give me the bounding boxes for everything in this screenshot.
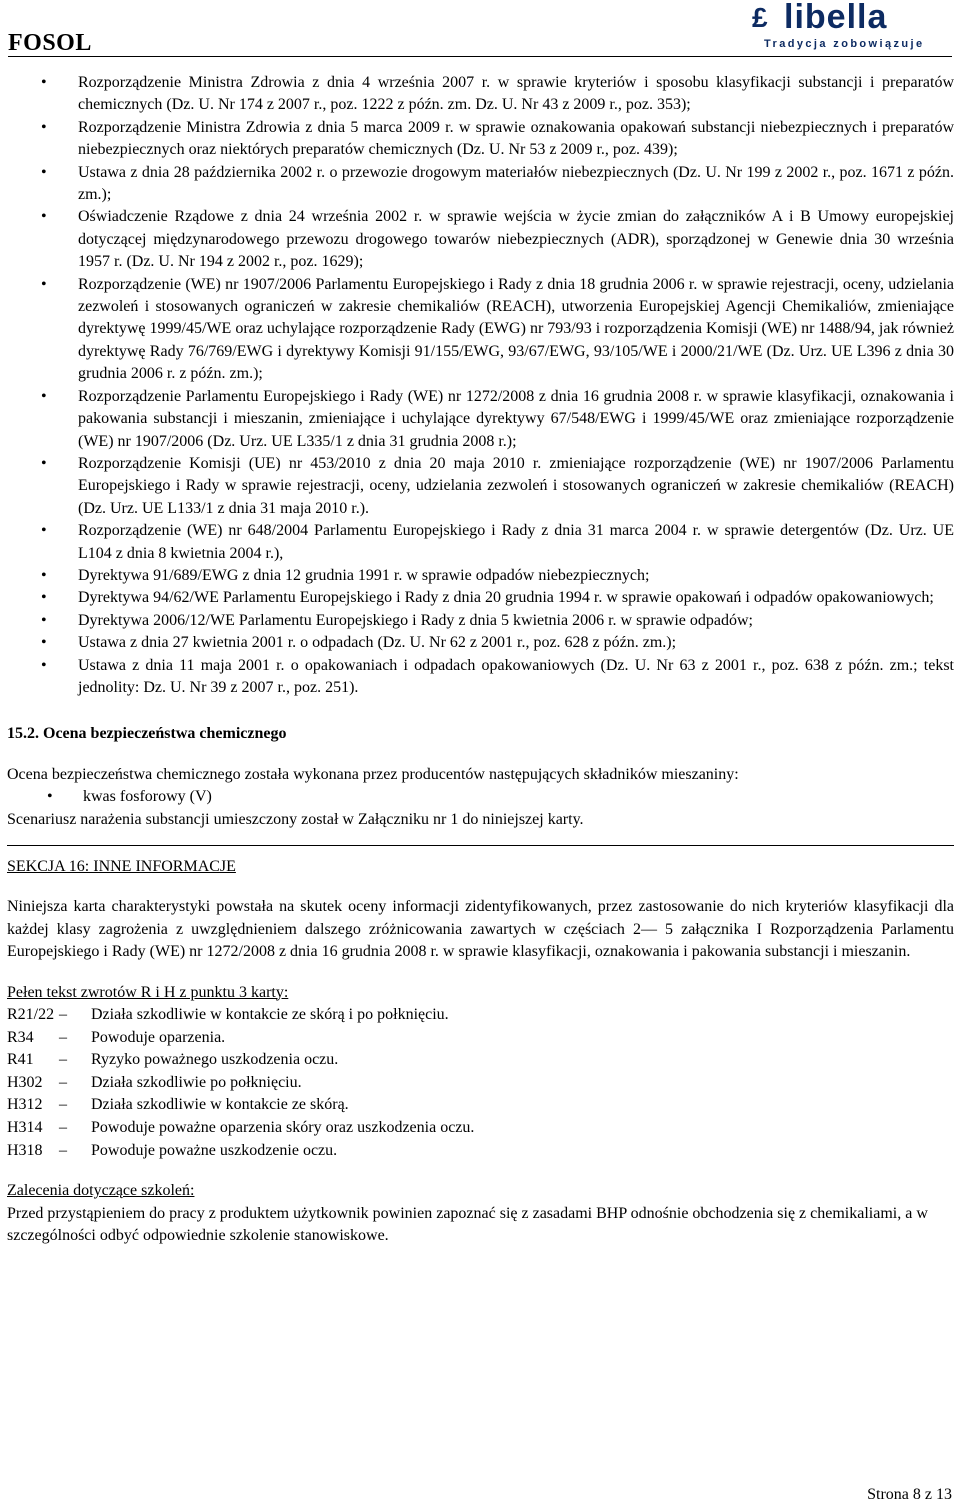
phrase-row (7, 1004, 474, 1027)
reference-item: • Rozporządzenie (WE) nr 1907/2006 Parlamentu Europejskiego i Rady z dnia 18 grudnia 2006 r. w sprawie rejestracji, oceny, udzielania zezwoleń i stosowanych ograniczeń w zakresie chemikaliów (REACH), utworzenia Europejskiej Agencji Chemikaliów, zmieniające dyrektywę 1999/45/WE oraz uchylające rozporządzenie Rady (EWG) nr 793/93 i rozporządzenia Komisji (WE) nr 1488/94, jak również dyrektywę Rady 76/769/EWG i dyrektywy Komisji 91/155/EWG, 93/67/EWG, 93/105/WE i 2000/21/WE (Dz. Urz. UE L396 z dnia 30 grudnia 2006 r. z późn. zm.); (7, 274, 954, 386)
logo-name: libella (784, 0, 888, 36)
reference-item: • Ustawa z dnia 28 października 2002 r. o przewozie drogowym materiałów niebezpiecznych (Dz. U. Nr 199 z 2002 r., poz. 1671 z późn. zm.); (7, 162, 954, 207)
phrase-row (7, 1027, 474, 1050)
component-item: • kwas fosforowy (V) (7, 786, 954, 808)
phrase-code: H302 (7, 1073, 43, 1091)
phrase-text: Powoduje poważne uszkodzenie oczu. (91, 1141, 338, 1159)
phrase-text: Działa szkodliwie w kontakcie ze skórą. (91, 1096, 349, 1114)
reference-item: • Dyrektywa 94/62/WE Parlamentu Europejskiego i Rady z dnia 20 grudnia 1994 r. w sprawie opakowań i odpadów opakowaniowych; (7, 587, 954, 609)
phrase-row (7, 1094, 474, 1117)
logo-mark: £ (752, 2, 768, 33)
phrase-code: R21/22 (7, 1006, 55, 1024)
document-body (7, 72, 954, 1247)
page-number: Strona 8 z 13 (867, 1486, 952, 1503)
reference-item: • Dyrektywa 91/689/EWG z dnia 12 grudnia 1991 r. w sprawie odpadów niebezpiecznych; (7, 565, 954, 587)
section-divider (7, 845, 954, 846)
section-15-2-heading: 15.2. Ocena bezpieczeństwa chemicznego (7, 725, 287, 743)
training-heading: Zalecenia dotyczące szkoleń: (7, 1182, 195, 1200)
reference-item: • Rozporządzenie Ministra Zdrowia z dnia 4 września 2007 r. w sprawie kryteriów i sposobu klasyfikacji substancji i preparatów chemicznych (Dz. U. Nr 174 z 2007 r., poz. 1222 z późn. zm. Dz. U. Nr 43 z 2009 r., poz. 353); (7, 72, 954, 117)
reference-item: • Rozporządzenie Komisji (UE) nr 453/2010 z dnia 20 maja 2010 r. zmieniające rozporządzenie (WE) nr 1907/2006 Parlamentu Europejskiego i Rady w sprawie rejestracji, oceny, udzielania zezwoleń i stosowanych ograniczeń w zakresie chemikaliów (REACH) (Dz. Urz. UE L133/1 z dnia 31 maja 2010 r.). (7, 453, 954, 520)
phrase-text: Powoduje poważne oparzenia skóry oraz uszkodzenia oczu. (91, 1119, 475, 1136)
phrase-code: R41 (7, 1051, 34, 1069)
phrase-code: H318 (7, 1141, 43, 1159)
phrase-dash: – (59, 1006, 67, 1024)
reference-item: • Rozporządzenie (WE) nr 648/2004 Parlamentu Europejskiego i Rady z dnia 31 marca 2004 r. w sprawie detergentów (Dz. Urz. UE L104 z dnia 8 kwietnia 2004 r.), (7, 520, 954, 565)
safety-assessment-intro: Ocena bezpieczeństwa chemicznego została wykonana przez producentów następujących składników mieszaniny: (7, 765, 739, 783)
page-header (0, 0, 960, 58)
phrase-row (7, 1049, 474, 1072)
phrase-dash: – (59, 1028, 67, 1046)
exposure-scenario-note: Scenariusz narażenia substancji umieszczony został w Załączniku nr 1 do niniejszej karty. (7, 810, 584, 828)
header-divider (8, 56, 952, 57)
logo-tagline: Tradycja zobowiązuje (764, 38, 925, 50)
phrase-dash: – (59, 1119, 67, 1136)
phrase-code: H312 (7, 1096, 43, 1114)
reference-item: • Rozporządzenie Parlamentu Europejskiego i Rady (WE) nr 1272/2008 z dnia 16 grudnia 2008 r. w sprawie klasyfikacji, oznakowania i pakowania substancji i mieszanin, zmieniające i uchylające dyrektywy 67/548/EWG i 1999/45/WE oraz zmieniające rozporządzenie (WE) nr 1907/2006 (Dz. Urz. UE L335/1 z dnia 31 grudnia 2008 r.); (7, 386, 954, 453)
reference-item: • Ustawa z dnia 27 kwietnia 2001 r. o odpadach (Dz. U. Nr 62 z 2001 r., poz. 628 z późn. zm.); (7, 632, 954, 654)
section-16-paragraph: Niniejsza karta charakterystyki powstała na skutek oceny informacji zidentyfikowanych, przez zastosowanie do nich kryteriów klasyfikacji dla każdej klasy zagrożenia z uwzględnieniem dalszego zróżnicowania zawartych w częściach 2— 5 załącznika I Rozporządzenia Parlamentu Europejskiego i Rady (WE) nr 1272/2008 z dnia 16 grudnia 2008 r. w sprawie klasyfikacji, oznakowania i pakowania substancji i mieszanin. (7, 898, 954, 961)
phrase-text: Działa szkodliwie po połknięciu. (91, 1073, 302, 1091)
section-16-heading: SEKCJA 16: INNE INFORMACJE (7, 858, 236, 875)
phrase-row (7, 1140, 474, 1163)
phrases-table (7, 1004, 474, 1162)
phrase-text: Działa szkodliwie w kontakcie ze skórą i po połknięciu. (91, 1006, 449, 1024)
phrase-text: Powoduje oparzenia. (91, 1028, 226, 1046)
phrase-code: H314 (7, 1119, 43, 1136)
libella-logo (750, 2, 950, 52)
phrase-code: R34 (7, 1028, 34, 1046)
phrase-text: Ryzyko poważnego uszkodzenia oczu. (91, 1051, 339, 1069)
phrases-heading: Pełen tekst zwrotów R i H z punktu 3 karty: (7, 983, 289, 1001)
reference-item: • Rozporządzenie Ministra Zdrowia z dnia 5 marca 2009 r. w sprawie oznakowania opakowań substancji niebezpiecznych i preparatów niebezpiecznych oraz niektórych preparatów chemicznych (Dz. U. Nr 53 z 2009 r., poz. 439); (7, 117, 954, 162)
reference-item: • Dyrektywa 2006/12/WE Parlamentu Europejskiego i Rady z dnia 5 kwietnia 2006 r. w sprawie odpadów; (7, 610, 954, 632)
phrase-dash: – (59, 1051, 67, 1069)
reference-item: • Ustawa z dnia 11 maja 2001 r. o opakowaniach i odpadach opakowaniowych (Dz. U. Nr 63 z 2001 r., poz. 638 z późn. zm.; tekst jednolity: Dz. U. Nr 39 z 2007 r., poz. 251). (7, 655, 954, 700)
document-title: FOSOL (8, 30, 92, 56)
phrase-dash: – (59, 1141, 67, 1159)
training-text: Przed przystąpieniem do pracy z produktem użytkownik powinien zapoznać się z zasadami BHP odnośnie obchodzenia się z chemikaliami, a w szczególności odbyć odpowiednie szkolenie stanowiskowe. (7, 1204, 928, 1244)
phrase-row (7, 1117, 474, 1140)
reference-item: • Oświadczenie Rządowe z dnia 24 września 2002 r. w sprawie wejścia w życie zmian do załączników A i B Umowy europejskiej dotyczącej międzynarodowego przewozu drogowego towarów niebezpiecznych (ADR), sporządzonej w Genewie dnia 30 września 1957 r. (Dz. U. Nr 194 z 2002 r., poz. 1629); (7, 206, 954, 273)
phrase-dash: – (59, 1073, 67, 1091)
phrase-row (7, 1072, 474, 1095)
legal-references-list (7, 72, 954, 699)
phrase-dash: – (59, 1096, 67, 1114)
